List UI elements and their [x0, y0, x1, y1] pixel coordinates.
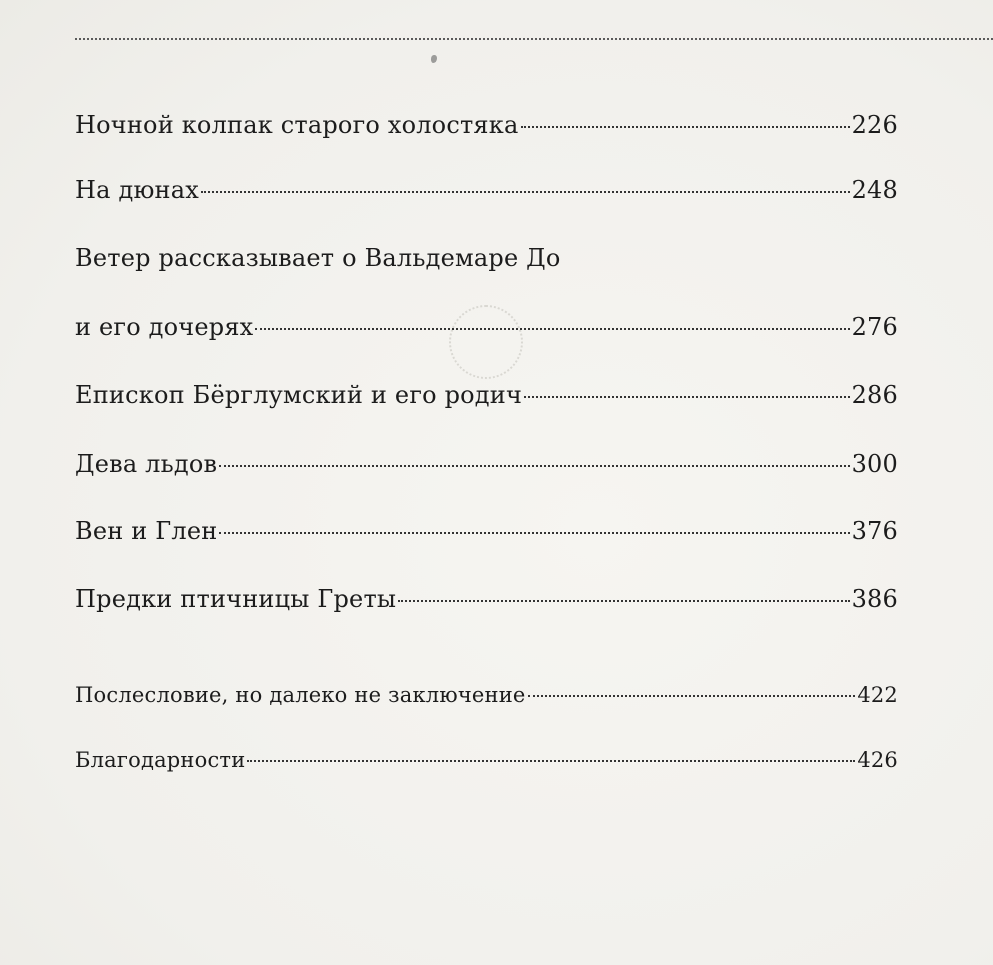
- toc-entry-page: 386: [851, 585, 898, 613]
- toc-entry: [75, 516, 898, 546]
- toc-entry-page: 376: [851, 517, 898, 545]
- toc-entry: [75, 380, 898, 410]
- dot-leader: [219, 532, 849, 534]
- toc-entry-title: и его дочерях: [75, 313, 254, 341]
- toc-entry: [75, 449, 898, 479]
- toc-entry-page: 300: [851, 450, 898, 478]
- dot-leader: [521, 126, 850, 128]
- dotted-top-rule: [75, 38, 993, 40]
- toc-entry-title: Дева льдов: [75, 450, 218, 478]
- toc-entry-title: Ветер рассказывает о Вальдемаре До: [75, 244, 561, 272]
- dot-leader: [219, 465, 849, 467]
- toc-entry: [75, 745, 898, 775]
- toc-entry-title: Епископ Бёрглумский и его родич: [75, 381, 523, 409]
- toc-entry-title: Благодарности: [75, 748, 246, 772]
- toc-entry-title: Послесловие, но далеко не заключение: [75, 683, 526, 707]
- dot-leader: [247, 760, 855, 762]
- dot-leader: [528, 695, 856, 697]
- toc-entry-page: 276: [851, 313, 898, 341]
- toc-entry-page: 286: [851, 381, 898, 409]
- toc-entry: [75, 243, 898, 273]
- toc-entry-page: 226: [851, 111, 898, 139]
- dot-leader: [398, 600, 849, 602]
- dot-leader: [524, 396, 850, 398]
- toc-entry-page: 426: [857, 748, 898, 772]
- dot-leader: [201, 191, 850, 193]
- toc-entry-page: 248: [851, 176, 898, 204]
- toc-entry-title: Вен и Глен: [75, 517, 218, 545]
- toc-entry: [75, 175, 898, 205]
- toc-entry: [75, 110, 898, 140]
- toc-entry-title: Предки птичницы Греты: [75, 585, 397, 613]
- dot-leader: [255, 328, 849, 330]
- toc-entry: [75, 584, 898, 614]
- toc-entry-title: На дюнах: [75, 176, 199, 204]
- toc-entry: [75, 312, 898, 342]
- toc-entry-title: Ночной колпак старого холостяка: [75, 111, 519, 139]
- toc-entry-page: 422: [857, 683, 898, 707]
- toc-entry: [75, 680, 898, 710]
- paper-speck: [431, 55, 437, 63]
